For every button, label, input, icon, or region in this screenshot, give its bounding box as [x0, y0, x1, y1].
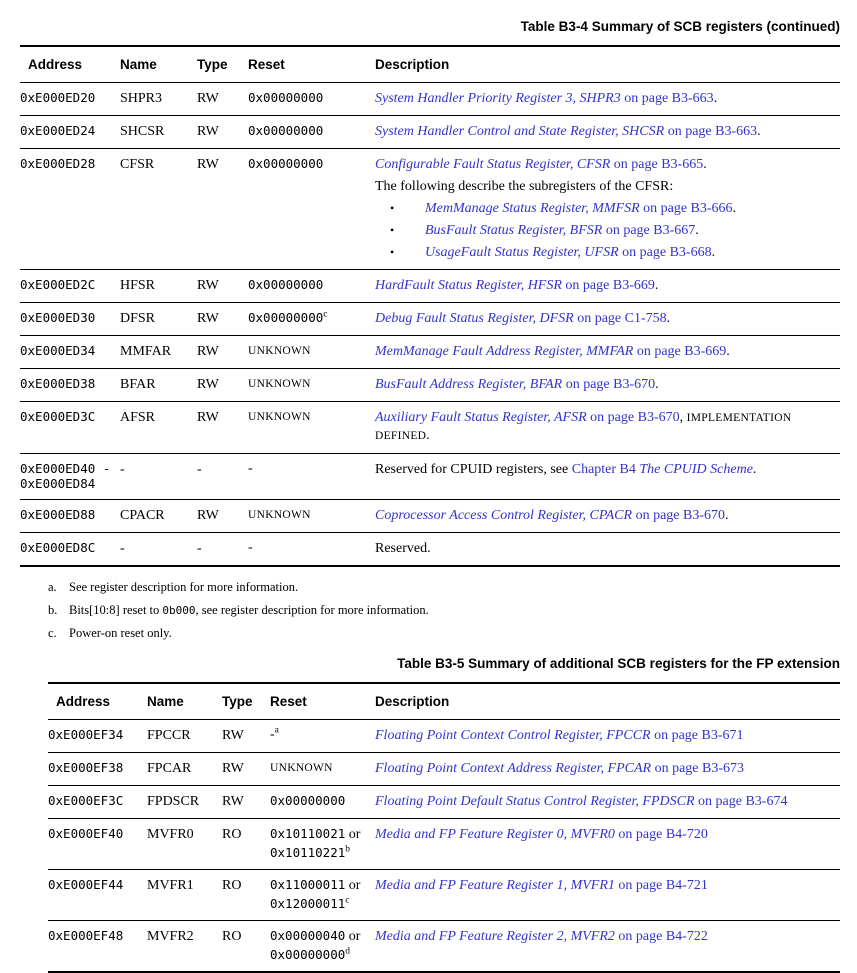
text-segment: . — [655, 377, 659, 392]
address-cell — [20, 402, 120, 454]
cross-reference-link[interactable]: The CPUID Scheme — [639, 462, 753, 477]
description-cell — [375, 533, 840, 567]
text-segment: IMPLEMENTATION DEFINED — [375, 412, 792, 442]
cross-reference-link[interactable]: on page B4-720 — [614, 827, 708, 842]
table-row — [20, 500, 840, 533]
text-segment: 0x10110221 — [270, 845, 346, 860]
description-cell — [375, 336, 840, 369]
reset-cell — [248, 303, 375, 336]
type-cell: RW — [197, 91, 219, 106]
table-row — [48, 921, 840, 973]
name-cell: MVFR0 — [147, 827, 194, 842]
cross-reference-link[interactable]: on page B4-721 — [614, 878, 708, 893]
bullet-text — [425, 244, 834, 261]
reset-value — [248, 343, 369, 359]
text-segment: 0b000 — [162, 604, 196, 617]
type-cell: - — [197, 541, 202, 556]
table-row — [48, 753, 840, 786]
cross-reference-link[interactable]: HardFault Status Register, HFSR — [375, 278, 562, 293]
text-segment: or — [345, 827, 361, 842]
address-value: 0xE000EF34 — [48, 727, 124, 742]
type-cell: RW — [197, 508, 219, 523]
cross-reference-link[interactable]: Floating Point Default Status Control Register, FPDSCR — [375, 794, 695, 809]
type-cell: RW — [197, 124, 219, 139]
column-header: Name — [120, 57, 157, 72]
cross-reference-link[interactable]: on page B3-669 — [633, 344, 727, 359]
table-row — [48, 819, 840, 870]
address-value: 0xE000EF48 — [48, 928, 124, 943]
address-value: 0xE000ED3C — [20, 409, 96, 424]
address-value: 0xE000ED84 — [20, 476, 96, 491]
text-segment: - — [248, 540, 253, 555]
address-cell — [48, 720, 147, 753]
reset-value — [270, 793, 369, 809]
text-segment: Power-on reset only. — [69, 626, 172, 640]
description-line — [375, 461, 834, 478]
text-segment: 0x10110021 — [270, 826, 346, 841]
text-segment: . — [426, 428, 430, 443]
description-cell — [375, 83, 840, 116]
name-cell: FPCCR — [147, 728, 191, 743]
table-row — [20, 83, 840, 116]
text-segment: 0x00000000 — [270, 947, 346, 962]
reset-value — [248, 507, 369, 523]
footnote — [48, 602, 857, 618]
reset-cell — [248, 149, 375, 270]
text-segment: Bits[10:8] reset to — [69, 603, 163, 617]
type-cell: RW — [197, 410, 219, 425]
address-value: 0xE000ED30 — [20, 310, 96, 325]
reset-cell — [270, 819, 375, 870]
cross-reference-link[interactable]: Floating Point Context Address Register, FPCAR — [375, 761, 652, 776]
cross-reference-link[interactable]: Media and FP Feature Register 0, MVFR0 — [375, 827, 615, 842]
text-segment: 0x00000000 — [270, 793, 346, 808]
reset-cell — [248, 454, 375, 500]
description-cell — [375, 819, 840, 870]
address-cell — [48, 786, 147, 819]
bullet-icon: • — [390, 245, 395, 259]
description-line — [375, 540, 834, 557]
address-value: 0xE000EF40 — [48, 826, 124, 841]
cross-reference-link[interactable]: on page B3-667 — [602, 223, 696, 238]
address-value: 0xE000ED88 — [20, 507, 96, 522]
footnote-marker: c — [345, 895, 350, 906]
type-cell: RW — [222, 761, 244, 776]
cross-reference-link[interactable]: on page B3-670 — [562, 377, 656, 392]
table-b3-4-footnotes — [48, 579, 857, 641]
address-cell — [20, 149, 120, 270]
text-segment: 0x12000011 — [270, 896, 346, 911]
reset-cell — [248, 402, 375, 454]
cross-reference-link[interactable]: on page B3-674 — [694, 794, 788, 809]
cross-reference-link[interactable]: on page B3-663 — [664, 124, 758, 139]
name-cell: CFSR — [120, 157, 155, 172]
reset-value — [270, 826, 369, 842]
cross-reference-link[interactable]: on page B3-663 — [620, 91, 714, 106]
description-line — [375, 277, 834, 294]
cross-reference-link[interactable]: on page B3-668 — [618, 245, 712, 260]
footnote-text — [69, 625, 172, 641]
address-cell — [48, 753, 147, 786]
description-line — [375, 507, 834, 524]
address-cell — [20, 336, 120, 369]
text-segment: UNKNOWN — [270, 762, 333, 774]
description-cell — [375, 116, 840, 149]
table-row — [20, 402, 840, 454]
text-segment: 0x00000040 — [270, 928, 346, 943]
cross-reference-link[interactable]: on page B3-671 — [650, 728, 744, 743]
table-b3-4-caption: Table B3-4 Summary of SCB registers (continued) — [520, 19, 840, 34]
reset-value — [248, 310, 369, 326]
reset-cell — [248, 83, 375, 116]
name-cell: DFSR — [120, 311, 156, 326]
text-segment: UNKNOWN — [248, 411, 311, 423]
reset-value — [270, 928, 369, 944]
text-segment: . — [695, 223, 699, 238]
name-cell: BFAR — [120, 377, 156, 392]
address-cell — [20, 116, 120, 149]
description-cell — [375, 270, 840, 303]
reset-cell — [248, 500, 375, 533]
reset-value — [248, 376, 369, 392]
column-header: Reset — [270, 694, 307, 709]
reset-value — [248, 409, 369, 425]
address-value: 0xE000ED2C — [20, 277, 96, 292]
address-cell — [20, 83, 120, 116]
address-value: 0xE000ED24 — [20, 123, 96, 138]
text-segment: or — [345, 929, 361, 944]
address-value: 0xE000EF44 — [48, 877, 124, 892]
name-cell: MVFR2 — [147, 929, 194, 944]
name-cell: AFSR — [120, 410, 156, 425]
description-cell — [375, 402, 840, 454]
footnote-marker: d — [345, 946, 351, 957]
type-cell: RW — [222, 794, 244, 809]
type-cell: RO — [222, 827, 242, 842]
name-cell: MMFAR — [120, 344, 172, 359]
footnote — [48, 579, 857, 595]
description-line — [375, 90, 834, 107]
name-cell: CPACR — [120, 508, 165, 523]
reset-value — [270, 896, 369, 912]
bullet-text — [425, 200, 834, 217]
address-cell — [20, 270, 120, 303]
description-line — [375, 123, 834, 140]
table-row — [48, 720, 840, 753]
cross-reference-link[interactable]: UsageFault Status Register, UFSR — [425, 245, 619, 260]
name-cell: - — [120, 462, 125, 477]
type-cell: RW — [197, 344, 219, 359]
text-segment: . — [654, 278, 659, 293]
description-cell — [375, 753, 840, 786]
reset-cell — [248, 533, 375, 567]
cross-reference-link[interactable]: on page B3-666 — [639, 201, 733, 216]
text-segment: Reserved. — [375, 541, 431, 556]
column-header: Description — [375, 694, 450, 709]
table-row — [20, 149, 840, 270]
text-segment: . — [713, 91, 718, 106]
name-cell: - — [120, 541, 125, 556]
text-segment: 0x00000000 — [248, 310, 324, 325]
description-cell — [375, 454, 840, 500]
text-segment: Reserved for CPUID registers, see — [375, 462, 572, 477]
cross-reference-link[interactable]: BusFault Status Register, BFSR — [425, 223, 603, 238]
description-line — [375, 760, 834, 777]
text-segment: . — [703, 157, 707, 172]
cross-reference-link[interactable]: Media and FP Feature Register 1, MVFR1 — [375, 878, 615, 893]
column-header: Address — [56, 694, 111, 709]
description-cell — [375, 720, 840, 753]
description-cell — [375, 500, 840, 533]
bullet-icon: • — [390, 201, 395, 215]
bullet-item — [375, 200, 834, 217]
text-segment: UNKNOWN — [248, 345, 311, 357]
address-cell — [48, 921, 147, 973]
table-row — [48, 786, 840, 819]
description-cell — [375, 303, 840, 336]
table-b3-5-caption: Table B3-5 Summary of additional SCB registers for the FP extension — [397, 656, 840, 671]
address-value: 0xE000EF3C — [48, 793, 124, 808]
scb-registers-table — [20, 45, 840, 567]
reset-value — [248, 540, 369, 555]
bullet-icon: • — [390, 223, 395, 237]
address-value: 0xE000ED8C — [20, 540, 96, 555]
address-cell — [48, 870, 147, 921]
reset-cell — [248, 116, 375, 149]
footnote-marker: a — [274, 725, 279, 736]
column-header: Type — [197, 57, 228, 72]
description-cell — [375, 786, 840, 819]
cross-reference-link[interactable]: on page B3-670 — [632, 508, 725, 523]
description-line — [375, 343, 834, 360]
description-line — [375, 928, 834, 945]
reset-cell — [248, 369, 375, 402]
column-header: Address — [28, 57, 83, 72]
description-line — [375, 156, 834, 173]
type-cell: RW — [197, 157, 219, 172]
type-cell: RW — [197, 377, 219, 392]
cross-reference-link[interactable]: BusFault Address Register, BFAR — [375, 377, 563, 392]
address-cell — [20, 500, 120, 533]
description-cell — [375, 870, 840, 921]
cross-reference-link[interactable]: System Handler Priority Register 3, SHPR3 — [375, 91, 621, 106]
reset-value — [248, 123, 369, 139]
description-line — [375, 178, 834, 195]
text-segment: UNKNOWN — [248, 509, 311, 521]
cross-reference-link[interactable]: on page C1-758 — [573, 311, 667, 326]
table-row — [20, 454, 840, 500]
reset-value — [270, 947, 369, 963]
reset-value — [248, 277, 369, 293]
description-cell — [375, 921, 840, 973]
text-segment: . — [711, 245, 716, 260]
address-cell — [48, 819, 147, 870]
cross-reference-link[interactable]: on page B3-665 — [610, 157, 704, 172]
name-cell: FPCAR — [147, 761, 192, 776]
column-header: Description — [375, 57, 450, 72]
footnote-marker: c — [323, 309, 328, 320]
cross-reference-link[interactable]: Auxiliary Fault Status Register, AFSR — [375, 410, 587, 425]
text-segment: The following describe the subregisters of the CFSR: — [375, 179, 674, 194]
text-segment: 0x00000000 — [248, 156, 324, 171]
bullet-item — [375, 222, 834, 239]
footnote-text — [69, 579, 298, 595]
text-segment: . — [752, 462, 757, 477]
table-row — [20, 303, 840, 336]
text-segment: , — [679, 410, 687, 425]
text-segment: 0x00000000 — [248, 277, 324, 292]
text-segment: . — [726, 344, 730, 359]
cross-reference-link[interactable]: on page B4-722 — [614, 929, 708, 944]
reset-cell — [270, 720, 375, 753]
reset-cell — [270, 753, 375, 786]
type-cell: RO — [222, 878, 242, 893]
description-line — [375, 310, 834, 327]
address-value: 0xE000ED40 - — [20, 461, 111, 476]
name-cell: HFSR — [120, 278, 156, 293]
table-row — [20, 369, 840, 402]
description-cell — [375, 369, 840, 402]
text-segment: or — [345, 878, 361, 893]
text-segment: 0x00000000 — [248, 123, 324, 138]
table-row — [20, 116, 840, 149]
reset-value — [248, 156, 369, 172]
description-line — [375, 793, 834, 810]
reset-value — [270, 760, 369, 776]
description-line — [375, 409, 834, 445]
table-row — [20, 533, 840, 567]
reset-cell — [270, 870, 375, 921]
text-segment: . — [732, 201, 737, 216]
cross-reference-link[interactable]: on page B3-670 — [586, 410, 680, 425]
footnote-letter: b. — [48, 603, 58, 617]
name-cell: SHCSR — [120, 124, 165, 139]
text-segment: 0x00000000 — [248, 90, 324, 105]
cross-reference-link[interactable]: Coprocessor Access Control Register, CPACR — [375, 508, 633, 523]
cross-reference-link[interactable]: Chapter B4 — [571, 462, 640, 477]
reset-cell — [248, 270, 375, 303]
cross-reference-link[interactable]: Debug Fault Status Register, DFSR — [375, 311, 574, 326]
cross-reference-link[interactable]: on page B3-669 — [561, 278, 655, 293]
cross-reference-link[interactable]: MemManage Status Register, MMFSR — [425, 201, 640, 216]
text-segment: UNKNOWN — [248, 378, 311, 390]
column-header: Type — [222, 694, 253, 709]
text-segment: - — [270, 727, 275, 742]
type-cell: RO — [222, 929, 242, 944]
address-value: 0xE000ED28 — [20, 156, 96, 171]
address-value: 0xE000EF38 — [48, 760, 124, 775]
reset-value — [270, 727, 369, 742]
type-cell: RW — [197, 278, 219, 293]
text-segment: - — [248, 461, 253, 476]
address-cell — [20, 303, 120, 336]
name-cell: SHPR3 — [120, 91, 163, 106]
cross-reference-link[interactable]: System Handler Control and State Register, SHCSR — [375, 124, 665, 139]
reset-value — [248, 90, 369, 106]
text-segment: . — [725, 508, 729, 523]
text-segment: 0x11000011 — [270, 877, 346, 892]
footnote-letter: a. — [48, 580, 57, 594]
reset-value — [248, 461, 369, 476]
bullet-item — [375, 244, 834, 261]
footnote-marker: b — [345, 844, 351, 855]
description-cell — [375, 149, 840, 270]
description-line — [375, 877, 834, 894]
description-line — [375, 727, 834, 744]
name-cell: MVFR1 — [147, 878, 194, 893]
address-cell — [20, 369, 120, 402]
address-value: 0xE000ED20 — [20, 90, 96, 105]
text-segment: . — [757, 124, 761, 139]
address-cell — [20, 533, 120, 567]
cross-reference-link[interactable]: Configurable Fault Status Register, CFSR — [375, 157, 611, 172]
address-value: 0xE000ED38 — [20, 376, 96, 391]
address-value: 0xE000ED34 — [20, 343, 96, 358]
description-line — [375, 376, 834, 393]
reset-cell — [270, 786, 375, 819]
table-row — [20, 336, 840, 369]
footnote-text — [69, 602, 429, 618]
cross-reference-link[interactable]: on page B3-673 — [651, 761, 745, 776]
bullet-text — [425, 222, 834, 239]
text-segment: . — [666, 311, 671, 326]
type-cell: RW — [222, 728, 244, 743]
description-line — [375, 826, 834, 843]
name-cell: FPDSCR — [147, 794, 200, 809]
reset-value — [270, 877, 369, 893]
column-header: Name — [147, 694, 184, 709]
header-row — [48, 683, 840, 720]
cross-reference-link[interactable]: Media and FP Feature Register 2, MVFR2 — [375, 929, 615, 944]
reset-cell — [248, 336, 375, 369]
address-cell — [20, 454, 120, 500]
cross-reference-link[interactable]: MemManage Fault Address Register, MMFAR — [375, 344, 634, 359]
footnote — [48, 625, 857, 641]
table-row — [20, 270, 840, 303]
cross-reference-link[interactable]: Floating Point Context Control Register, FPCCR — [375, 728, 651, 743]
reset-cell — [270, 921, 375, 973]
fp-extension-registers-table — [48, 682, 840, 973]
reset-value — [270, 845, 369, 861]
text-segment: See register description for more information. — [69, 580, 299, 594]
text-segment: , see register description for more information. — [195, 603, 429, 617]
type-cell: RW — [197, 311, 219, 326]
footnote-letter: c. — [48, 626, 57, 640]
table-row — [48, 870, 840, 921]
type-cell: - — [197, 462, 202, 477]
header-row — [20, 46, 840, 83]
column-header: Reset — [248, 57, 285, 72]
